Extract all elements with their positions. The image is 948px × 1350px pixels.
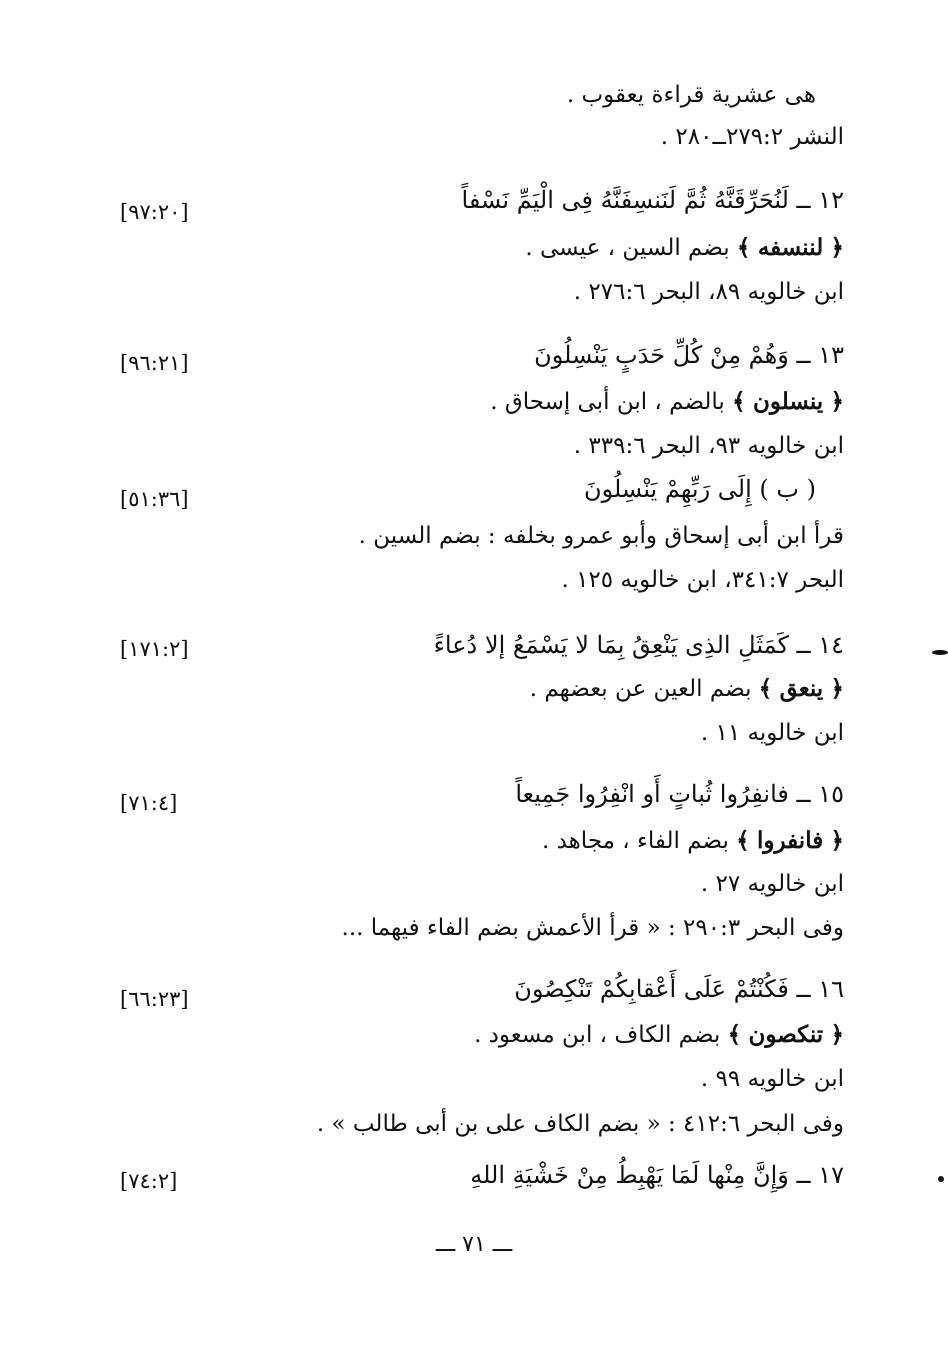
ornate-bracket-open: ﴿ xyxy=(830,388,844,415)
reading-line xyxy=(530,674,844,704)
reading-line xyxy=(490,387,844,417)
verse-line: ١٣ ــ وَهُمْ مِنْ كُلِّ حَدَبٍ يَنْسِلُونَ xyxy=(534,341,844,369)
reading-line xyxy=(525,233,844,263)
ornate-bracket-close: ﴾ xyxy=(727,1021,742,1048)
verse-line: ١٥ ــ فانفِرُوا ثُباتٍ أَو انْفِرُوا جَمِيعاً xyxy=(515,780,844,808)
scan-mark xyxy=(938,1176,944,1182)
source-line: البحر ٣٤١:٧، ابن خالويه ١٢٥ . xyxy=(561,567,844,593)
keyword: تنكصون xyxy=(748,1021,824,1048)
ornate-bracket-open: ﴿ xyxy=(830,675,844,702)
keyword: ينعق xyxy=(779,675,824,702)
verse-line: ١٦ ــ فَكُنْتُمْ عَلَى أَعْقابِكُمْ تَنْكِصُونَ xyxy=(514,975,844,1003)
keyword: لننسفه xyxy=(757,234,824,261)
ornate-bracket-close: ﴾ xyxy=(732,388,746,415)
verse-reference: [٦٦:٢٣] xyxy=(120,987,189,1011)
reading-description: بالضم ، ابن أبى إسحاق . xyxy=(490,389,725,415)
reading-line xyxy=(474,1020,844,1050)
reading-line: قرأ ابن أبى إسحاق وأبو عمرو بخلفه : بضم السين . xyxy=(358,523,844,549)
source-line: ابن خالويه ٩٩ . xyxy=(700,1066,844,1092)
verse-line: ١٢ ــ لَنُحَرِّقَنَّهُ ثُمَّ لَنَنسِفَنَّهُ فِى الْيَمِّ نَسْفاً xyxy=(461,186,844,214)
reading-description: بضم السين ، عيسى . xyxy=(525,235,730,261)
source-line: النشر ٢٧٩:٢ــ٢٨٠ . xyxy=(660,124,844,150)
ornate-bracket-open: ﴿ xyxy=(830,827,844,854)
scan-mark xyxy=(932,650,948,655)
reading-description: بضم العين عن بعضهم . xyxy=(529,676,752,702)
ornate-bracket-open: ﴿ xyxy=(830,1021,844,1048)
source-line: ابن خالويه ٢٧ . xyxy=(700,871,844,897)
reading-description: بضم الكاف ، ابن مسعود . xyxy=(474,1022,721,1048)
note-line: وفى البحر ٢٩٠:٣ : « قرأ الأعمش بضم الفاء فيهما ... xyxy=(341,915,844,941)
text-line: هى عشرية قراءة يعقوب . xyxy=(566,82,816,108)
verse-reference: [٩٦:٢١] xyxy=(120,351,189,375)
source-line: ابن خالويه ٩٣، البحر ٣٣٩:٦ . xyxy=(573,433,844,459)
verse-line: ١٤ ــ كَمَثَلِ الذِى يَنْعِقُ بِمَا لا يَسْمَعُ إلا دُعاءً xyxy=(433,631,844,659)
ornate-bracket-close: ﴾ xyxy=(758,675,773,702)
ornate-bracket-close: ﴾ xyxy=(737,234,751,261)
page-number: ـــ ٧١ ـــ xyxy=(435,1232,513,1257)
verse-reference: [٧١:٤] xyxy=(120,791,178,815)
source-line: ابن خالويه ٨٩، البحر ٢٧٦:٦ . xyxy=(573,279,844,305)
keyword: ينسلون xyxy=(752,388,824,415)
verse-line: ١٧ ــ وَإِنَّ مِنْها لَمَا يَهْبِطُ مِنْ خَشْيَةِ اللهِ xyxy=(470,1161,844,1189)
reading-description: بضم الفاء ، مجاهد . xyxy=(541,828,729,854)
keyword: فانفروا xyxy=(756,827,824,854)
ornate-bracket-close: ﴾ xyxy=(736,827,750,854)
verse-reference: [٧٤:٢] xyxy=(120,1169,178,1193)
verse-reference: [١٧١:٢] xyxy=(120,637,189,661)
source-line: ابن خالويه ١١ . xyxy=(700,720,844,746)
verse-line: ( ب ) إِلَى رَبِّهِمْ يَنْسِلُونَ xyxy=(583,475,816,503)
verse-reference: [٥١:٣٦] xyxy=(120,487,189,511)
note-line: وفى البحر ٤١٢:٦ : « بضم الكاف على بن أبى طالب » . xyxy=(316,1111,844,1137)
ornate-bracket-open: ﴿ xyxy=(830,234,844,261)
reading-line xyxy=(542,826,844,856)
verse-reference: [٩٧:٢٠] xyxy=(120,200,189,224)
